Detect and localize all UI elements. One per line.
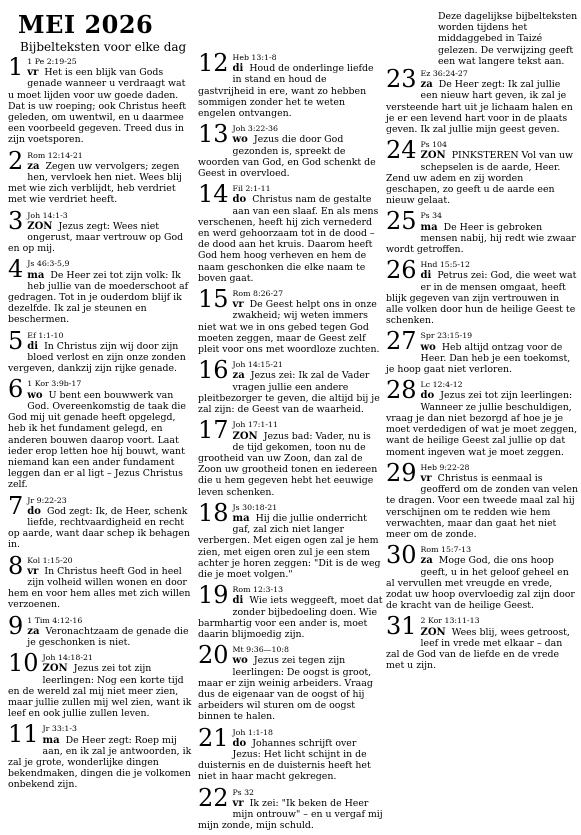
day-entry xyxy=(8,326,192,375)
weekday-label: di xyxy=(27,340,39,352)
verse-text: PINKSTEREN Vol van uw schepselen is de aarde, Heer. Zend uw adem en zij worden geschapen, zo geeft u de aarde een nieuw gelaat. xyxy=(386,150,574,207)
verse-text: Wees blij, wees getroost, leef in vrede met elkaar – dan zal de God van de liefde en de vrede met u zijn. xyxy=(386,626,570,672)
weekday-label: wo xyxy=(27,389,43,401)
verse-text: God zegt: Ik, de Heer, schenk liefde, rechtvaardigheid en recht op aarde, want daar schep ik behagen in. xyxy=(8,505,190,551)
verse-text: Houd de onderlinge liefde in stand en houd de gastvrijheid in ere, want zo hebben sommigen zonder het te weten engelen ontvangen. xyxy=(198,63,374,120)
scripture-reference: Rom 12:3-13 xyxy=(232,585,284,595)
verse-text: Veronachtzaam de genade die je geschonken is niet. xyxy=(27,625,189,648)
weekday-label: vr xyxy=(27,67,39,79)
scripture-reference: Heb 13:1-8 xyxy=(232,53,277,62)
day-entry xyxy=(8,53,192,146)
weekday-label: vr xyxy=(232,797,244,809)
verse-text: Christus is eenmaal is geofferd om de zonden van velen te dragen. Voor een tweede maal zal hij verschijnen om te redden wie hem verwachten, maar dan gaat het niet meer om de zonde. xyxy=(386,472,578,540)
weekday-label: wo xyxy=(420,341,436,353)
day-number: 19 xyxy=(198,581,229,610)
page-subtitle: Bijbelteksten voor elke dag xyxy=(20,40,187,54)
day-entry xyxy=(198,783,384,832)
day-number: 21 xyxy=(198,723,229,752)
day-entry xyxy=(386,458,578,540)
column-2 xyxy=(198,49,384,835)
day-number: 31 xyxy=(386,612,417,641)
scripture-reference: Ef 1:1-10 xyxy=(27,330,64,340)
verse-text: In Christus zijn wij door zijn bloed verlost en zijn onze zonden vergeven, dankzij zijn rijke genade. xyxy=(8,340,186,375)
verse-text: Christus nam de gestalte aan van een slaaf. En als mens verschenen, heeft hij zich vernederd en werd gehoorzaam tot in de dood – de dood aan het kruis. Daarom heeft God hem hoog verheven en hem de naam geschonken die elke naam te boven gaat. xyxy=(198,194,379,284)
scripture-reference: Fil 2:1-11 xyxy=(232,184,271,194)
scripture-reference: Joh 14:18-21 xyxy=(42,653,93,663)
day-number: 23 xyxy=(386,65,417,93)
day-number: 29 xyxy=(386,458,417,487)
verse-text: Jezus zei: Ik zal de Vader vragen jullie een andere pleitbezorger te geven, die altijd bij je zal zijn: de Geest van de waarheid. xyxy=(198,370,380,416)
scripture-reference: Heb 9:22-28 xyxy=(420,462,470,472)
day-number: 7 xyxy=(8,491,24,520)
day-entry xyxy=(8,255,192,326)
day-number: 10 xyxy=(8,649,39,678)
verse-text: Jezus zegt: Wees niet ongerust, maar vertrouw op God en op mij. xyxy=(8,220,184,255)
weekday-label: do xyxy=(27,505,41,517)
weekday-label: ZON xyxy=(420,150,446,162)
day-entry xyxy=(8,206,192,255)
weekday-label: do xyxy=(232,194,247,206)
scripture-reference: Joh 14:1-3 xyxy=(27,210,68,220)
day-entry xyxy=(386,136,578,207)
weekday-label: za xyxy=(27,625,40,637)
verse-text: De Heer zegt: Ik zal jullie een nieuw hart geven, ik zal je versteende hart uit je lichaam halen en je er een levend hart voor in de plaats geven. Ik zal jullie mijn geest geven. xyxy=(386,79,573,136)
verse-text: U bent een bouwwerk van God. Overeenkomstig de taak die God mij uit genade heeft opgelegd, heb ik het fundament gelegd, en anderen bouwen daarop voort. Laat ieder erop letten hoe hij bouwt, want niemand kan een ander fundament leggen dan er al ligt – Jezus Christus zelf. xyxy=(8,389,186,491)
verse-text: Jezus zei tegen zijn leerlingen: De oogst is groot, maar er zijn weinig arbeiders. Vraag dus de eigenaar van de oogst of hij arbeiders wil sturen om de oogst binnen te halen. xyxy=(198,655,373,723)
weekday-label: vr xyxy=(420,472,432,484)
day-entry xyxy=(386,541,578,612)
scripture-reference: Rom 15:7-13 xyxy=(420,545,472,555)
day-entry xyxy=(386,612,578,672)
verse-text: De Heer zei tot zijn volk: Ik heb jullie van de moederschoot af gedragen. Tot in je ouderdom blijf ik dezelfde. Ik zal je steunen en beschermen. xyxy=(8,269,189,326)
day-number: 16 xyxy=(198,356,229,385)
scripture-reference: 1 Pe 2:19-25 xyxy=(27,57,77,66)
verse-text: Johannes schrijft over Jezus: Het licht schijnt in de duisternis en de duisternis heeft het niet in haar macht gekregen. xyxy=(198,737,371,783)
verse-text: Zegen uw vervolgers; zegen hen, vervloek hen niet. Wees blij met wie zich verblijdt, heb verdriet met wie verdriet heeft. xyxy=(8,160,182,206)
page-title: MEI 2026 xyxy=(18,10,154,39)
scripture-reference: Kol 1:15-20 xyxy=(27,555,73,565)
scripture-reference: Joh 3:22-36 xyxy=(232,124,278,134)
verse-text: Het is een blijk van Gods genade wanneer u verdraagt wat u moet lijden voor uw goede daden. Dat is uw roeping; ook Christus heeft geleden, om uwentwil, en u daarmee een voorbeeld gegeven. Treed dus in zijn voetsporen. xyxy=(8,67,186,146)
scripture-reference: Jr 33:1-3 xyxy=(42,724,77,734)
verse-text: Jezus zei tot zijn leerlingen: Wanneer ze jullie beschuldigen, vraag je dan niet bezorgd af hoe je je moet verdedigen of wat je moet zeggen, want de heilige Geest zal jullie op dat moment ingeven wat je moet zeggen. xyxy=(386,390,578,458)
weekday-label: vr xyxy=(232,299,244,311)
scripture-reference: Js 30:18-21 xyxy=(232,502,278,512)
day-entry xyxy=(198,49,384,120)
day-number: 8 xyxy=(8,551,24,580)
day-entry xyxy=(198,723,384,783)
day-entry xyxy=(8,146,192,206)
day-entry xyxy=(198,641,384,723)
weekday-label: za xyxy=(420,555,433,567)
scripture-reference: Rom 8:26-27 xyxy=(232,289,284,299)
scripture-reference: Ez 36:24-27 xyxy=(420,69,468,78)
verse-text: De Geest helpt ons in onze zwakheid; wij weten immers niet wat we in ons gebed tegen God moeten zeggen, maar de Geest zelf pleit voor ons met woordloze zuchten. xyxy=(198,299,380,356)
scripture-reference: 1 Tim 4:12-16 xyxy=(27,615,83,625)
weekday-label: ma xyxy=(420,221,438,233)
weekday-label: ma xyxy=(42,734,60,746)
weekday-label: wo xyxy=(232,655,248,667)
day-number: 11 xyxy=(8,720,39,749)
scripture-reference: Mt 9:36—10:8 xyxy=(232,645,289,655)
weekday-label: vr xyxy=(27,565,39,577)
day-number: 3 xyxy=(8,206,24,235)
day-number: 5 xyxy=(8,326,24,355)
day-number: 9 xyxy=(8,611,24,640)
weekday-label: za xyxy=(232,370,245,382)
scripture-reference: 2 Kor 13:11-13 xyxy=(420,616,480,626)
verse-text: De Heer is gebroken mensen nabij, hij redt wie zwaar wordt getroffen. xyxy=(386,221,576,256)
weekday-label: ZON xyxy=(420,626,446,638)
weekday-label: ZON xyxy=(232,430,258,442)
day-number: 13 xyxy=(198,120,229,149)
day-entry xyxy=(386,65,578,136)
scripture-reference: Jr 9:22-23 xyxy=(27,495,67,505)
scripture-reference: Spr 23:15-19 xyxy=(420,331,473,341)
day-entry xyxy=(198,356,384,416)
verse-text: In Christus heeft God in heel zijn volheid willen wonen en door hem en voor hem alles met zich willen verzoenen. xyxy=(8,565,191,611)
scripture-reference: Ps 104 xyxy=(420,140,447,150)
scripture-reference: Joh 17:1-11 xyxy=(232,420,278,430)
day-number: 6 xyxy=(8,375,24,404)
weekday-label: za xyxy=(420,79,433,91)
scripture-reference: Lc 12:4-12 xyxy=(420,380,463,390)
column-3 xyxy=(386,65,578,675)
day-number: 20 xyxy=(198,641,229,670)
day-number: 4 xyxy=(8,255,24,284)
weekday-label: za xyxy=(27,160,40,172)
day-number: 27 xyxy=(386,327,417,356)
weekday-label: ma xyxy=(27,269,45,281)
weekday-label: di xyxy=(232,595,244,607)
verse-text: Hij die jullie onderricht gaf, zal zich niet langer verbergen. Met eigen ogen zal je hem zien, met eigen oren zul je een stem achter je horen zeggen: "Dit is de weg die je moet volgen." xyxy=(198,512,381,580)
day-entry xyxy=(198,120,384,180)
day-entry xyxy=(198,180,384,284)
day-number: 30 xyxy=(386,541,417,570)
verse-text: Moge God, die ons hoop geeft, u in het geloof geheel en al vervullen met vreugde en vrede, zodat uw hoop overvloedig zal zijn door de kracht van de heilige Geest. xyxy=(386,555,575,612)
day-entry xyxy=(8,649,192,720)
day-entry xyxy=(386,327,578,376)
day-number: 17 xyxy=(198,416,229,445)
day-entry xyxy=(8,720,192,791)
intro-text: Deze dagelijkse bijbelteksten worden tijdens het middaggebed in Taizé gelezen. De verwijzing geeft een wat langere tekst aan. xyxy=(438,11,578,67)
weekday-label: ma xyxy=(232,512,250,524)
scripture-reference: Ps 34 xyxy=(420,211,442,221)
scripture-reference: Rom 12:14-21 xyxy=(27,150,83,160)
weekday-label: ZON xyxy=(27,220,53,232)
column-1 xyxy=(8,53,192,795)
verse-text: Jezus zei tot zijn leerlingen: Nog een korte tijd en de wereld zal mij niet meer zien, maar jullie zullen mij wel zien, want ik leef en ook jullie zullen leven. xyxy=(8,663,192,720)
day-number: 25 xyxy=(386,207,417,236)
day-entry xyxy=(8,611,192,649)
verse-text: Jezus bad: Vader, nu is de tijd gekomen, toon nu de grootheid van uw Zoon, dan zal de Zoon uw grootheid tonen en iedereen die u hem gegeven hebt het eeuwige leven schenken. xyxy=(198,430,378,498)
weekday-label: di xyxy=(420,270,432,282)
verse-text: Wie iets weggeeft, moet dat zonder bijbedoeling doen. Wie barmhartig voor een ander is, moet daarin blijmoedig zijn. xyxy=(198,595,383,640)
day-entry xyxy=(386,207,578,256)
day-entry xyxy=(8,375,192,491)
day-entry xyxy=(198,498,384,580)
day-number: 15 xyxy=(198,285,229,314)
weekday-label: ZON xyxy=(42,663,68,675)
day-number: 22 xyxy=(198,783,229,812)
day-number: 12 xyxy=(198,49,229,77)
weekday-label: wo xyxy=(232,134,248,146)
scripture-reference: Ps 32 xyxy=(232,787,254,797)
day-number: 1 xyxy=(8,53,24,81)
scripture-reference: Joh 14:15-21 xyxy=(232,360,283,370)
scripture-reference: Hnd 15:5-12 xyxy=(420,260,470,270)
verse-text: Petrus zei: God, die weet wat er in de mensen omgaat, heeft blijk gegeven van zijn vertrouwen in alle volken door hun de heilige Geest te schenken. xyxy=(386,270,577,327)
day-number: 24 xyxy=(386,136,417,165)
day-number: 2 xyxy=(8,146,24,175)
day-entry xyxy=(198,416,384,498)
verse-text: Ik zei: "Ik beken de Heer mijn ontrouw" – en u vergaf mij mijn zonde, mijn schuld. xyxy=(198,797,383,832)
day-number: 18 xyxy=(198,498,229,527)
scripture-reference: Joh 1:1-18 xyxy=(232,727,273,737)
day-number: 26 xyxy=(386,256,417,285)
weekday-label: do xyxy=(232,737,247,749)
day-entry xyxy=(8,551,192,611)
verse-text: De Heer zegt: Roep mij aan, en ik zal je antwoorden, ik zal je grote, wonderlijke dingen bekendmaken, dingen die je volkomen onbekend zijn. xyxy=(8,734,192,791)
day-number: 14 xyxy=(198,180,229,209)
day-entry xyxy=(8,491,192,551)
weekday-label: do xyxy=(420,390,435,402)
day-number: 28 xyxy=(386,376,417,405)
scripture-reference: Js 46:3-5,9 xyxy=(27,259,70,269)
day-entry xyxy=(386,376,578,458)
scripture-reference: 1 Kor 3:9b-17 xyxy=(27,379,82,389)
day-entry xyxy=(386,256,578,327)
verse-text: Heb altijd ontzag voor de Heer. Dan heb je een toekomst, je hoop gaat niet verloren. xyxy=(386,341,571,376)
verse-text: Jezus die door God gezonden is, spreekt de woorden van God, en God schenkt de Geest in overvloed. xyxy=(198,134,376,180)
day-entry xyxy=(198,285,384,356)
day-entry xyxy=(198,581,384,640)
weekday-label: di xyxy=(232,63,244,75)
